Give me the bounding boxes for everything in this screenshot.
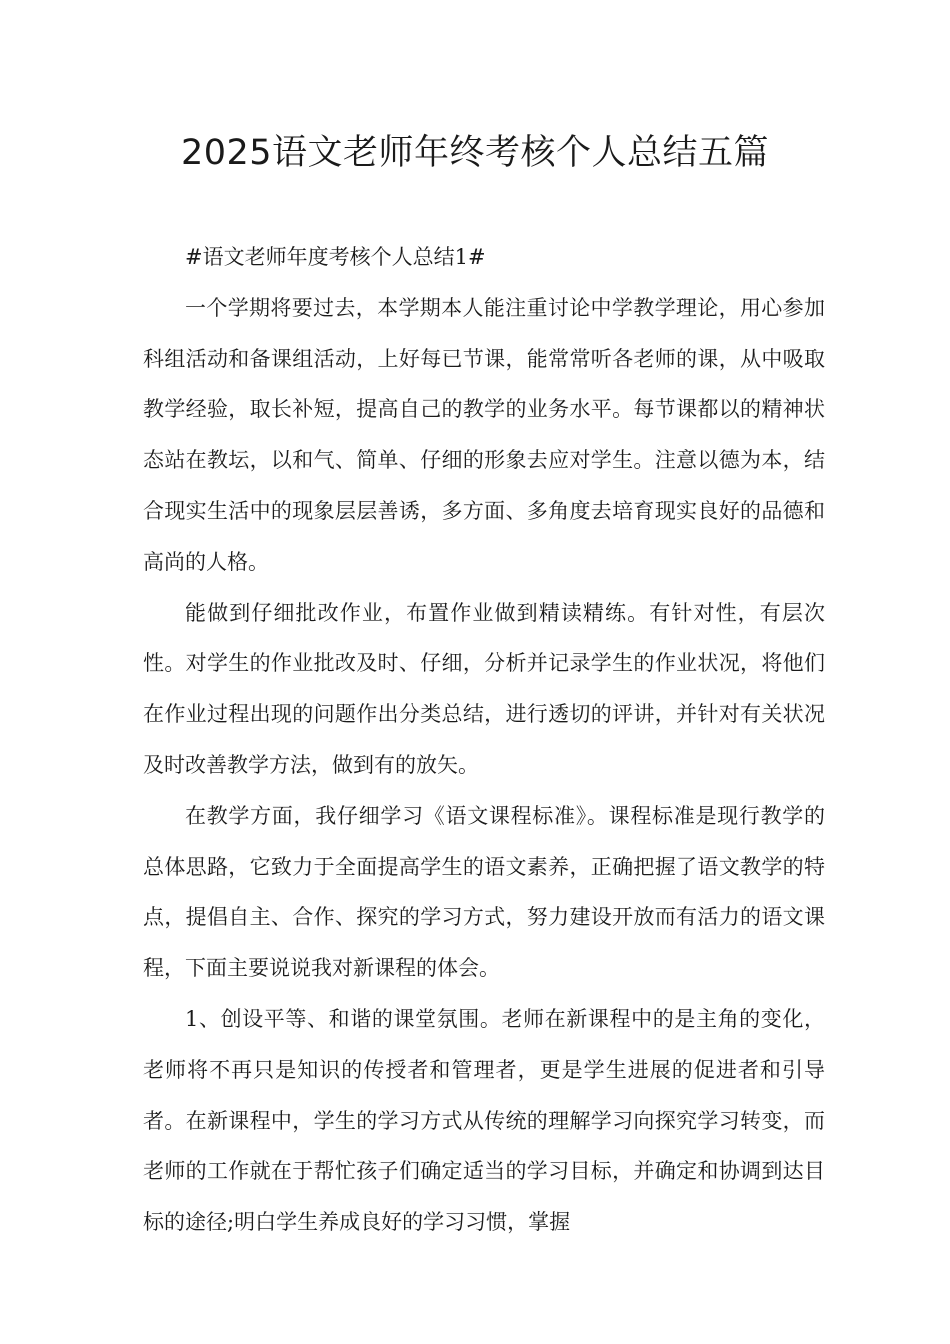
- document-title: 2025语文老师年终考核个人总结五篇: [180, 133, 770, 173]
- paragraph-3: 在教学方面，我仔细学习《语文课程标准》。课程标准是现行教学的总体思路，它致力于全面提高学生的语文素养，正确把握了语文教学的特点，提倡自主、合作、探究的学习方式，努力建设开放而有活力的语文课程，下面主要说说我对新课程的体会。: [143, 803, 825, 981]
- section-heading: #语文老师年度考核个人总结1#: [185, 245, 486, 269]
- document-body: [143, 232, 825, 1248]
- paragraph-1: 一个学期将要过去，本学期本人能注重讨论中学教学理论，用心参加科组活动和备课组活动，上好每已节课，能常常听各老师的课，从中吸取教学经验，取长补短，提高自己的教学的业务水平。每节课都以的精神状态站在教坛，以和气、简单、仔细的形象去应对学生。注意以德为本，结合现实生活中的现象层层善诱，多方面、多角度去培育现实良好的品德和高尚的人格。: [143, 295, 825, 574]
- paragraph-2: 能做到仔细批改作业，布置作业做到精读精练。有针对性，有层次性。对学生的作业批改及时、仔细，分析并记录学生的作业状况，将他们在作业过程出现的问题作出分类总结，进行透切的评讲，并针对有关状况及时改善教学方法，做到有的放矢。: [143, 600, 825, 777]
- paragraph-4: 1、创设平等、和谐的课堂氛围。老师在新课程中的是主角的变化，老师将不再只是知识的传授者和管理者，更是学生进展的促进者和引导者。在新课程中，学生的学习方式从传统的理解学习向探究学习转变，而老师的工作就在于帮忙孩子们确定适当的学习目标，并确定和协调到达目标的途径;明白学生养成良好的学习习惯，掌握: [143, 1006, 825, 1235]
